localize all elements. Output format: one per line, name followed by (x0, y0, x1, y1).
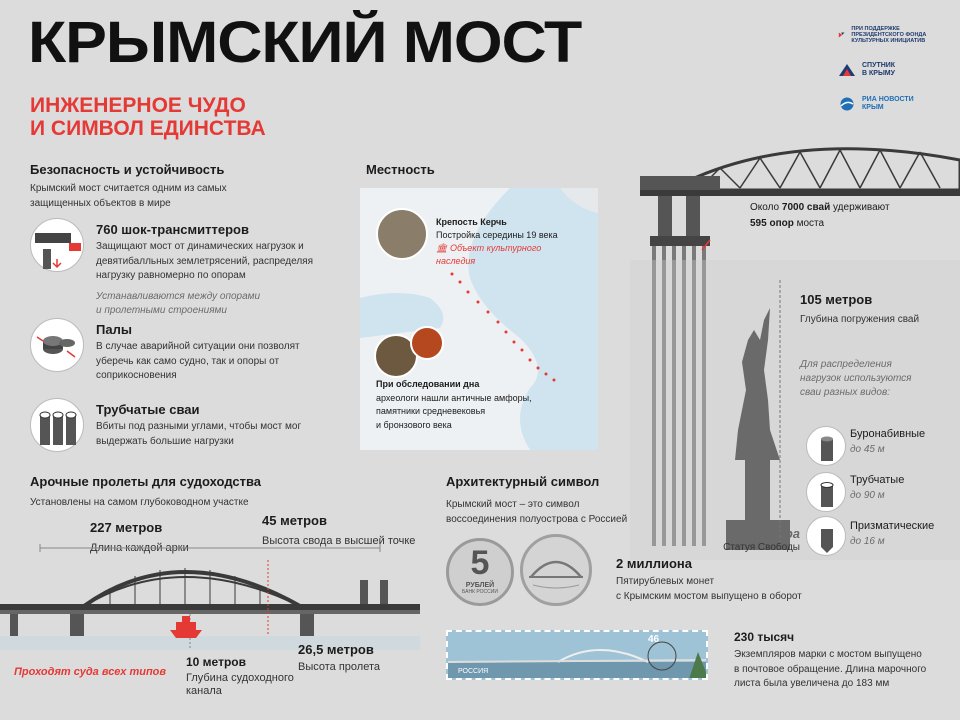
piles-count-value: 7000 свай (781, 202, 831, 213)
logo-sputnik (838, 62, 912, 77)
text-line: Объект культурного (449, 243, 542, 254)
heritage-badge (436, 242, 558, 255)
piles-count (750, 200, 890, 231)
safety-heading: Безопасность и устойчивость (30, 162, 225, 177)
text-line: и бронзового века (376, 419, 452, 430)
text-line: сваи разных видов: (800, 387, 890, 398)
depth-value: 105 метров (800, 292, 873, 307)
coin-reverse (520, 534, 592, 606)
text-line: Пятирублевых монет (616, 576, 715, 587)
text-line: с Крымским мостом выпущено в оборот (616, 590, 802, 602)
pile-type-depth: до 16 м (850, 536, 885, 547)
item-note (96, 290, 336, 319)
archeo-title: При обследовании дна (376, 379, 480, 389)
stamp-info (734, 630, 926, 692)
subtitle-line: И СИМВОЛ ЕДИНСТВА (30, 117, 266, 141)
text-line: соприкосновения (96, 370, 177, 381)
fortress-info (436, 216, 558, 268)
symbol-heading: Архитектурный символ (446, 474, 600, 489)
fortress-photo (376, 208, 428, 260)
fortress-title: Крепость Керчь (436, 217, 507, 227)
coin-obverse (446, 538, 514, 606)
safety-item-fenders (96, 322, 336, 384)
stamp-count-value: 230 тысяч (734, 630, 795, 644)
text-line: Устанавливаются между опорами (96, 290, 261, 302)
liberty-comparison (716, 526, 800, 556)
ria-logo-text: РИА НОВОСТИ (862, 96, 914, 103)
ria-logo-text: КРЫМ (862, 103, 884, 111)
text-line: Для распределения (800, 359, 892, 370)
archeology-info (376, 378, 532, 432)
fund-logo-icon (838, 28, 845, 42)
span-height-label: Высота пролета (298, 661, 380, 673)
tube-pile-icon (806, 472, 846, 512)
text-line: и пролетными строениями (96, 305, 227, 316)
channel-depth (186, 655, 294, 698)
text-line: Глубина судоходного (186, 672, 294, 684)
sputnik-logo-text: В КРЫМУ (862, 69, 895, 77)
text-line: В случае аварийной ситуации они позволят (96, 341, 300, 352)
symbol-intro (446, 498, 627, 527)
text-fragment: удерживают (833, 202, 890, 213)
sputnik-logo-text: СПУТНИК (862, 62, 896, 69)
pile-depth (800, 292, 919, 328)
span-height-value: 26,5 метров (298, 642, 374, 657)
coin-word: РУБЛЕЙ (465, 582, 495, 590)
pile-type-tube (850, 474, 904, 504)
text-line: нагрузок используются (800, 373, 912, 384)
channel-depth-value: 10 метров (186, 655, 246, 669)
text-line: Крымский мост – это символ (446, 499, 580, 510)
pile-types-note (800, 358, 912, 400)
span-height (298, 642, 380, 676)
map (360, 188, 598, 450)
arch-height-label: Высота свода в высшей точке (262, 535, 416, 547)
pile-type-name: Буронабивные (850, 428, 926, 440)
item-desc (96, 420, 336, 449)
text-line: Вбиты под разными углами, чтобы мост мог (96, 421, 302, 432)
fortress-desc: Постройка середины 19 века (436, 230, 558, 241)
stamp-country: РОССИЯ (458, 668, 489, 675)
text-line: наследия (436, 256, 476, 267)
page-subtitle (30, 94, 330, 140)
item-title: 760 шок-трансмиттеров (96, 222, 249, 237)
fender-icon (30, 318, 84, 372)
channel-depth-label (186, 672, 294, 698)
page-title: КРЫМСКИЙ МОСТ (28, 10, 582, 75)
arch-bridge-illustration (0, 540, 420, 650)
text-line: в почтовое обращение. Длина марочного (734, 663, 927, 675)
text-line: нагрузку равномерно по опорам (96, 270, 246, 281)
text-line: Защищают мост от динамических нагрузок и (96, 241, 304, 252)
stamp-price: 46 (648, 634, 660, 645)
safety-intro (30, 182, 227, 211)
coin-desc (616, 575, 802, 604)
text-line: выдержать большие нагрузки (96, 435, 234, 447)
text-line: уберечь как само судно, так и опоры от (96, 355, 280, 367)
coin-bank: БАНК РОССИИ (462, 589, 498, 596)
text-line: листа была увеличена до 183 мм (734, 678, 890, 689)
text-line: памятники средневековья (376, 406, 486, 416)
arch-height-value: 45 метров (262, 513, 327, 528)
safety-item-piles (96, 402, 336, 449)
ship-icon (170, 616, 202, 638)
text-line: Крымский мост считается одним из самых (30, 183, 227, 194)
text-line: канала (186, 685, 222, 698)
pile-type-prismatic (850, 520, 934, 550)
coin-count-value: 2 миллиона (616, 556, 692, 571)
stamp-desc (734, 648, 926, 692)
amphora-photo (410, 326, 444, 360)
coin-bridge-icon (523, 537, 589, 603)
bored-pile-icon (806, 426, 846, 466)
text-line: воссоединения полуострова с Россией (446, 513, 628, 525)
text-line: Экземпляров марки с мостом выпущено (734, 649, 922, 660)
arch-heading: Арочные пролеты для судоходства (30, 474, 262, 489)
sputnik-logo-icon (838, 63, 856, 77)
pile-type-bored (850, 428, 925, 458)
liberty-label: Статуя Свободы (723, 542, 800, 553)
text-line: защищенных объектов в мире (30, 197, 171, 209)
pile-type-name: Призматические (850, 520, 935, 532)
depth-label: Глубина погружения свай (800, 314, 920, 325)
coin-info (616, 556, 802, 604)
ships-label: Проходят суда всех типов (14, 666, 167, 678)
pile-type-depth: до 45 м (850, 444, 885, 455)
logo-ria (838, 96, 930, 111)
subtitle-line: ИНЖЕНЕРНОЕ ЧУДО (30, 94, 246, 117)
location-heading: Местность (366, 162, 435, 177)
item-title: Палы (96, 322, 132, 337)
shock-transmitter-icon (30, 218, 84, 272)
coin-digit: 5 (470, 544, 490, 582)
tubular-pile-icon (30, 398, 84, 452)
item-desc (96, 240, 336, 284)
prismatic-pile-icon (806, 516, 846, 556)
item-title: Трубчатые сваи (96, 402, 200, 417)
liberty-value: 93 метра (738, 526, 800, 541)
arch-length-value: 227 метров (90, 520, 163, 535)
safety-item-shock (96, 222, 336, 319)
museum-icon: 🏛 (436, 243, 448, 254)
text-fragment: моста (796, 217, 825, 229)
fund-logo-text: ПРИ ПОДДЕРЖКЕ ПРЕЗИДЕНТСКОГО ФОНДА КУЛЬТУРНЫХ ИНИЦИАТИВ (851, 26, 927, 45)
pile-type-depth: до 90 м (850, 490, 885, 501)
arch-length-label: Длина каждой арки (90, 542, 189, 554)
text-fragment: Около (750, 202, 780, 213)
logo-president-fund (838, 26, 934, 44)
item-desc (96, 340, 336, 384)
postage-stamp (446, 630, 708, 680)
ria-logo-icon (838, 97, 856, 111)
text-line: археологи нашли античные амфоры, (376, 392, 532, 403)
arch-intro: Установлены на самом глубоководном участке (30, 497, 249, 508)
text-line: девятибалльных землетрясений, распределяя (96, 255, 314, 267)
pile-type-name: Трубчатые (850, 474, 905, 486)
supports-value: 595 опор (750, 217, 794, 229)
